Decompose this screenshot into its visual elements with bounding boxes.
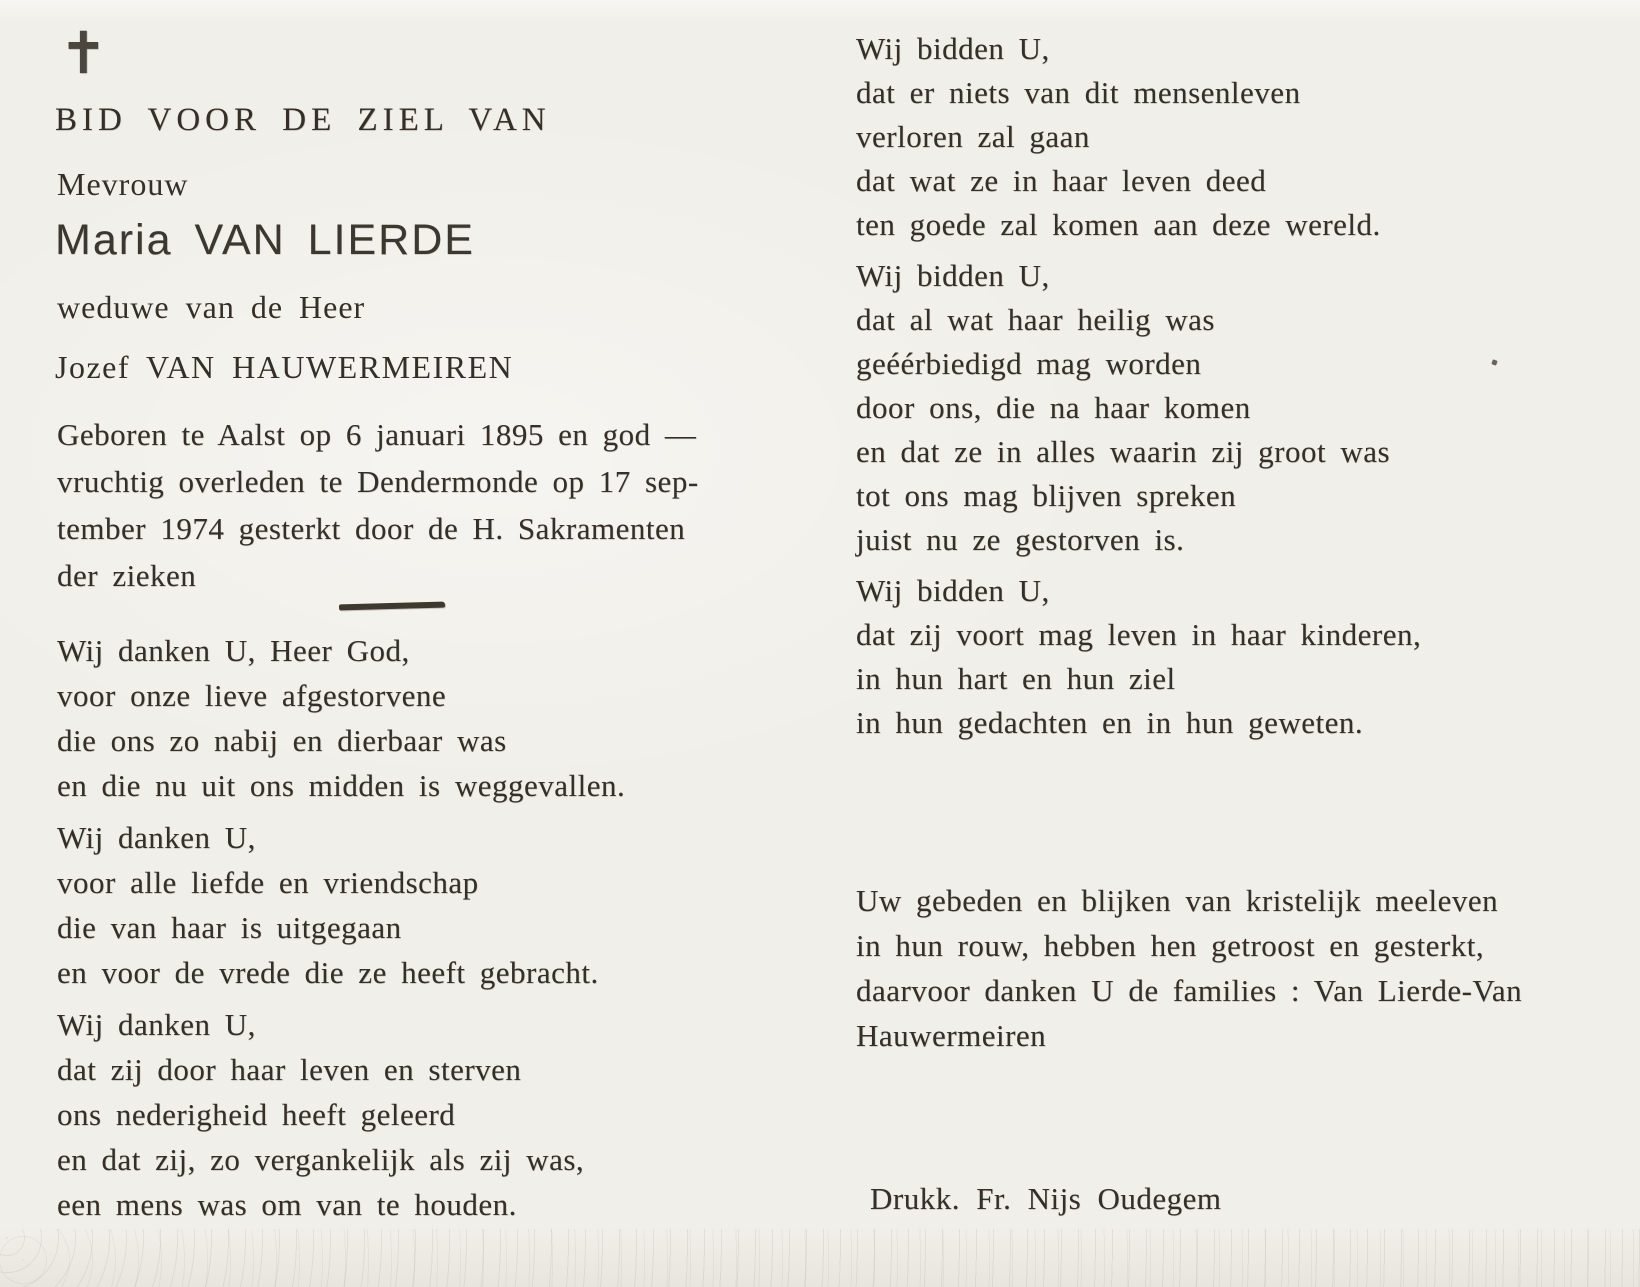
prayer-line: juist nu ze gestorven is. bbox=[856, 522, 1185, 557]
prayer-line: geéérbiedigd mag worden bbox=[856, 346, 1202, 381]
prayer-line: ons nederigheid heeft geleerd bbox=[57, 1097, 456, 1132]
prayer-stanza bbox=[856, 569, 1421, 745]
prayer-line: en dat ze in alles waarin zij groot was bbox=[856, 434, 1391, 469]
prayer-line: Wij danken U, bbox=[57, 820, 256, 855]
salutation: Mevrouw bbox=[57, 166, 189, 202]
acknowledgement-line: Hauwermeiren bbox=[856, 1018, 1047, 1053]
bio-line: der zieken bbox=[57, 558, 197, 593]
intercession-prayers bbox=[856, 27, 1421, 745]
bio-line: tember 1974 gesterkt door de H. Sakramenten bbox=[57, 511, 686, 546]
prayer-line: die ons zo nabij en dierbaar was bbox=[57, 723, 507, 758]
prayer-line: Wij bidden U, bbox=[856, 573, 1050, 608]
bio-line: vruchtig overleden te Dendermonde op 17 sep- bbox=[57, 464, 699, 499]
deceased-name: Maria VAN LIERDE bbox=[55, 216, 475, 264]
prayer-stanza bbox=[57, 628, 625, 808]
acknowledgement-line: Uw gebeden en blijken van kristelijk meeleven bbox=[856, 883, 1499, 918]
prayer-line: door ons, die na haar komen bbox=[856, 390, 1251, 425]
right-column bbox=[856, 0, 1626, 1287]
prayer-line: Wij bidden U, bbox=[856, 258, 1050, 293]
divider-rule bbox=[339, 602, 445, 611]
prayer-line: verloren zal gaan bbox=[856, 119, 1090, 154]
prayer-line: ten goede zal komen aan deze wereld. bbox=[856, 207, 1381, 242]
prayer-line: dat zij door haar leven en sterven bbox=[57, 1052, 522, 1087]
thanksgiving-prayers bbox=[57, 628, 625, 1227]
acknowledgement-paragraph bbox=[856, 878, 1522, 1058]
prayer-stanza bbox=[57, 1002, 625, 1227]
prayer-line: dat al wat haar heilig was bbox=[856, 302, 1215, 337]
acknowledgement-line: daarvoor danken U de families : Van Lierde-Van bbox=[856, 973, 1523, 1008]
prayer-line: Wij bidden U, bbox=[856, 31, 1050, 66]
prayer-line: in hun hart en hun ziel bbox=[856, 661, 1176, 696]
acknowledgement-line: in hun rouw, hebben hen getroost en gesterkt, bbox=[856, 928, 1485, 963]
prayer-line: en dat zij, zo vergankelijk als zij was, bbox=[57, 1142, 585, 1177]
prayer-line: voor alle liefde en vriendschap bbox=[57, 865, 479, 900]
bio-line: Geboren te Aalst op 6 januari 1895 en god — bbox=[57, 417, 697, 452]
cross-icon: ✝ bbox=[59, 19, 108, 87]
prayer-line: dat er niets van dit mensenleven bbox=[856, 75, 1301, 110]
prayer-line: voor onze lieve afgestorvene bbox=[57, 678, 447, 713]
husband-name: Jozef VAN HAUWERMEIREN bbox=[55, 349, 514, 385]
prayer-line: dat wat ze in haar leven deed bbox=[856, 163, 1267, 198]
biography-paragraph bbox=[57, 411, 699, 599]
prayer-line: die van haar is uitgegaan bbox=[57, 910, 402, 945]
printer-credit: Drukk. Fr. Nijs Oudegem bbox=[870, 1181, 1222, 1216]
prayer-line: Wij danken U, bbox=[57, 1007, 256, 1042]
prayer-line: een mens was om van te houden. bbox=[57, 1187, 517, 1222]
prayer-line: dat zij voort mag leven in haar kinderen, bbox=[856, 617, 1422, 652]
widow-of-label: weduwe van de Heer bbox=[57, 289, 366, 325]
left-column bbox=[55, 0, 800, 1287]
prayer-line: en voor de vrede die ze heeft gebracht. bbox=[57, 955, 599, 990]
prayer-line: Wij danken U, Heer God, bbox=[57, 633, 410, 668]
prayer-stanza bbox=[57, 815, 625, 995]
prayer-line: tot ons mag blijven spreken bbox=[856, 478, 1237, 513]
prayer-stanza bbox=[856, 254, 1421, 562]
prayer-line: in hun gedachten en in hun geweten. bbox=[856, 705, 1364, 740]
prayer-stanza bbox=[856, 27, 1421, 247]
header-bid-voor-de-ziel: BID VOOR DE ZIEL VAN bbox=[55, 102, 551, 138]
prayer-line: en die nu uit ons midden is weggevallen. bbox=[57, 768, 626, 803]
